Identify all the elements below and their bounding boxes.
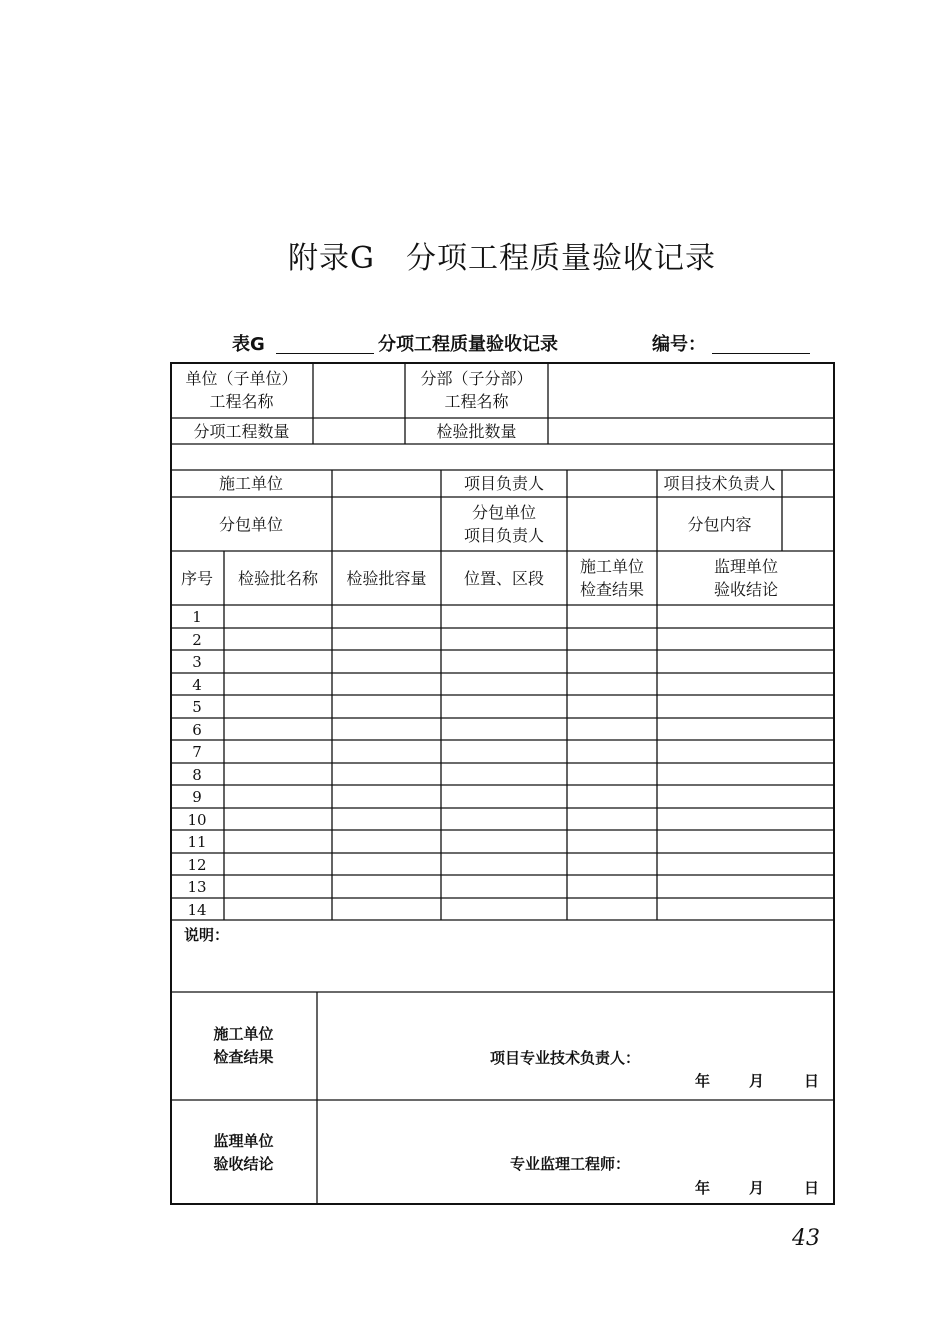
- subcontractor-manager-label: 分包单位 项目负责人: [463, 503, 544, 545]
- batch-count-label: 检验批数量: [436, 421, 517, 441]
- record-number-blank[interactable]: [712, 333, 810, 354]
- unit-project-name-value[interactable]: [313, 362, 405, 418]
- supervision-accept-label: 监理单位 验收结论: [213, 1131, 274, 1173]
- construction-date-year: 年: [695, 1071, 711, 1090]
- remarks-field[interactable]: [170, 948, 835, 992]
- column-header-location: 位置、区段: [463, 568, 544, 588]
- construction-check-label: 施工单位 检查结果: [213, 1025, 274, 1066]
- construction-date-day: 日: [804, 1071, 820, 1090]
- page-number: 43: [792, 1226, 820, 1251]
- subitem-count-value[interactable]: [313, 418, 405, 444]
- construction-tech-manager-signature-label: 项目专业技术负责人：: [490, 1048, 641, 1067]
- project-tech-manager-value[interactable]: [782, 470, 835, 497]
- row-number: 9: [192, 788, 202, 806]
- subcontractor-value[interactable]: [332, 497, 441, 551]
- project-manager-label: 项目负责人: [463, 474, 544, 493]
- subcontractor-manager-value[interactable]: [567, 497, 657, 551]
- construction-date-month: 月: [749, 1071, 765, 1090]
- row-number: 4: [192, 676, 202, 694]
- unit-project-name-label: 单位（子单位） 工程名称: [185, 369, 298, 411]
- batch-count-value[interactable]: [548, 418, 835, 444]
- subcontract-content-label: 分包内容: [687, 514, 752, 534]
- remarks-label: 说明：: [184, 925, 230, 944]
- column-header-supervision-conclusion: 监理单位 验收结论: [713, 557, 778, 599]
- row-number: 1: [192, 608, 202, 626]
- supervision-date-day: 日: [804, 1178, 820, 1197]
- table-caption-prefix: 表G: [232, 334, 265, 355]
- division-project-name-label: 分部（子分部） 工程名称: [420, 369, 533, 411]
- row-number: 13: [187, 878, 207, 896]
- table-caption-name: 分项工程质量验收记录: [378, 334, 558, 355]
- column-header-batch-capacity: 检验批容量: [346, 568, 427, 588]
- column-header-construction-result: 施工单位 检查结果: [579, 557, 644, 599]
- row-number: 14: [187, 901, 207, 919]
- supervision-date-year: 年: [695, 1178, 711, 1197]
- project-manager-value[interactable]: [567, 470, 657, 497]
- record-number-label: 编号：: [652, 334, 706, 355]
- row-number: 8: [192, 766, 202, 784]
- subcontract-content-value[interactable]: [782, 497, 835, 551]
- appendix-title: 附录G 分项工程质量验收记录: [288, 241, 716, 276]
- blank-row: [170, 444, 835, 470]
- division-project-name-value[interactable]: [548, 362, 835, 418]
- subitem-name-blank[interactable]: [276, 333, 374, 354]
- row-number: 10: [187, 811, 207, 829]
- project-tech-manager-label: 项目技术负责人: [663, 474, 776, 493]
- column-header-number: 序号: [180, 568, 213, 588]
- construction-unit-label: 施工单位: [218, 474, 283, 493]
- construction-unit-value[interactable]: [332, 470, 441, 497]
- column-header-batch-name: 检验批名称: [237, 568, 318, 588]
- row-number: 5: [192, 698, 202, 716]
- supervision-engineer-signature-label: 专业监理工程师：: [510, 1154, 631, 1173]
- row-number: 6: [192, 721, 202, 739]
- row-number: 3: [192, 653, 202, 671]
- row-number: 12: [187, 856, 207, 874]
- inspection-record-table: [170, 362, 835, 1205]
- row-number: 11: [187, 833, 207, 851]
- subcontractor-label: 分包单位: [218, 514, 283, 534]
- supervision-date-month: 月: [749, 1178, 765, 1197]
- row-number: 7: [192, 743, 202, 761]
- subitem-count-label: 分项工程数量: [193, 421, 290, 441]
- row-number: 2: [192, 631, 202, 649]
